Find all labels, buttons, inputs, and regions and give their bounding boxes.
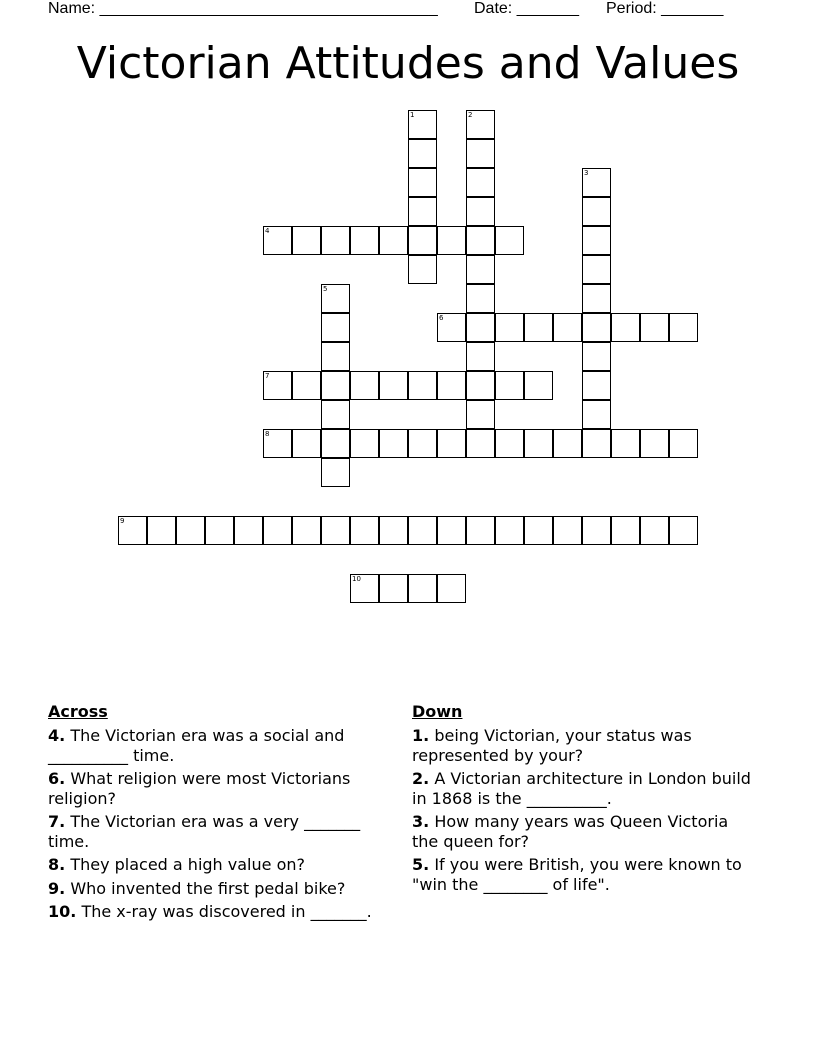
crossword-cell[interactable] (466, 226, 495, 255)
crossword-cell[interactable] (408, 110, 437, 139)
crossword-cell[interactable] (263, 226, 292, 255)
crossword-cell[interactable] (466, 429, 495, 458)
down-clues (412, 702, 757, 898)
crossword-cell[interactable] (524, 313, 553, 342)
crossword-cell[interactable] (466, 400, 495, 429)
crossword-cell[interactable] (321, 516, 350, 545)
crossword-cell[interactable] (466, 342, 495, 371)
crossword-cell[interactable] (524, 371, 553, 400)
crossword-cell[interactable] (466, 110, 495, 139)
crossword-cell[interactable] (350, 371, 379, 400)
across-heading: Across (48, 702, 108, 721)
crossword-cell[interactable] (582, 168, 611, 197)
crossword-cell[interactable] (321, 284, 350, 313)
crossword-cell[interactable] (495, 226, 524, 255)
crossword-cell[interactable] (263, 429, 292, 458)
crossword-cell[interactable] (205, 516, 234, 545)
clue-text: They placed a high value on? (70, 855, 305, 874)
crossword-cell[interactable] (437, 313, 466, 342)
crossword-cell[interactable] (553, 516, 582, 545)
clue-number-label: 9 (120, 517, 125, 525)
crossword-cell[interactable] (611, 313, 640, 342)
clue-number: 10. (48, 902, 77, 921)
crossword-cell[interactable] (466, 313, 495, 342)
crossword-cell[interactable] (437, 516, 466, 545)
crossword-cell[interactable] (263, 371, 292, 400)
crossword-cell[interactable] (379, 429, 408, 458)
crossword-cell[interactable] (379, 574, 408, 603)
across-clues (48, 702, 393, 926)
crossword-cell[interactable] (466, 371, 495, 400)
crossword-cell[interactable] (408, 255, 437, 284)
crossword-cell[interactable] (118, 516, 147, 545)
clue-number-label: 2 (468, 111, 473, 119)
clue-text: being Victorian, your status was represented by your? (412, 726, 692, 765)
clue-across-6 (48, 769, 393, 808)
period-field[interactable]: Period: _______ (606, 0, 724, 17)
crossword-cell[interactable] (466, 139, 495, 168)
crossword-cell[interactable] (611, 429, 640, 458)
crossword-cell[interactable] (437, 371, 466, 400)
clue-number: 2. (412, 769, 430, 788)
crossword-cell[interactable] (379, 371, 408, 400)
crossword-cell[interactable] (321, 458, 350, 487)
crossword-cell[interactable] (669, 429, 698, 458)
clue-down-5 (412, 855, 757, 894)
crossword-cell[interactable] (350, 429, 379, 458)
crossword-cell[interactable] (176, 516, 205, 545)
clue-number-label: 7 (265, 372, 270, 380)
crossword-cell[interactable] (437, 574, 466, 603)
crossword-cell[interactable] (408, 429, 437, 458)
clue-number: 8. (48, 855, 66, 874)
crossword-cell[interactable] (582, 516, 611, 545)
crossword-cell[interactable] (147, 516, 176, 545)
crossword-cell[interactable] (466, 284, 495, 313)
crossword-cell[interactable] (582, 429, 611, 458)
clue-number-label: 8 (265, 430, 270, 438)
crossword-cell[interactable] (582, 400, 611, 429)
clue-text: What religion were most Victorians religion? (48, 769, 351, 808)
clue-text: Who invented the first pedal bike? (70, 878, 346, 898)
page-title: Victorian Attitudes and Values (76, 38, 740, 89)
clue-down-3 (412, 812, 757, 851)
crossword-cell[interactable] (582, 197, 611, 226)
student-info-header (48, 0, 768, 20)
crossword-cell[interactable] (437, 429, 466, 458)
name-field[interactable]: Name: ______________________________________ (48, 0, 438, 17)
clue-number-label: 10 (352, 575, 361, 583)
crossword-cell[interactable] (611, 516, 640, 545)
clue-number: 9. (48, 878, 66, 898)
crossword-cell[interactable] (379, 516, 408, 545)
clue-number: 1. (412, 726, 430, 745)
crossword-cell[interactable] (408, 516, 437, 545)
clue-number: 5. (412, 855, 430, 874)
clue-number-label: 4 (265, 227, 270, 235)
clue-number-label: 6 (439, 314, 444, 322)
clue-text: If you were British, you were known to "win the ________ of life". (412, 855, 742, 894)
crossword-cell[interactable] (350, 574, 379, 603)
clue-across-8 (48, 855, 393, 875)
crossword-cell[interactable] (263, 516, 292, 545)
crossword-cell[interactable] (466, 516, 495, 545)
clue-text: The Victorian era was a social and __________ time. (48, 726, 345, 765)
clue-number: 4. (48, 726, 66, 745)
clue-down-2 (412, 769, 757, 808)
crossword-cell[interactable] (321, 371, 350, 400)
crossword-cell[interactable] (495, 429, 524, 458)
crossword-cell[interactable] (582, 313, 611, 342)
crossword-cell[interactable] (553, 313, 582, 342)
clue-across-4 (48, 726, 393, 765)
crossword-cell[interactable] (437, 226, 466, 255)
crossword-cell[interactable] (234, 516, 263, 545)
crossword-cell[interactable] (408, 197, 437, 226)
crossword-cell[interactable] (466, 197, 495, 226)
clue-number: 6. (48, 769, 66, 788)
clue-number-label: 5 (323, 285, 328, 293)
crossword-cell[interactable] (408, 371, 437, 400)
clue-text: A Victorian architecture in London build in 1868 is the __________. (412, 769, 751, 808)
clue-text: The x-ray was discovered in _______. (81, 902, 372, 921)
crossword-cell[interactable] (669, 313, 698, 342)
crossword-cell[interactable] (321, 400, 350, 429)
crossword-cell[interactable] (582, 284, 611, 313)
crossword-cell[interactable] (292, 516, 321, 545)
crossword-cell[interactable] (582, 255, 611, 284)
crossword-cell[interactable] (553, 429, 582, 458)
date-field[interactable]: Date: _______ (474, 0, 579, 17)
crossword-cell[interactable] (640, 429, 669, 458)
crossword-cell[interactable] (408, 139, 437, 168)
clue-down-1 (412, 726, 757, 765)
down-heading: Down (412, 702, 463, 721)
crossword-cell[interactable] (640, 516, 669, 545)
crossword-cell[interactable] (350, 226, 379, 255)
crossword-cell[interactable] (524, 516, 553, 545)
clue-text: The Victorian era was a very _______ time. (48, 812, 361, 851)
crossword-cell[interactable] (321, 342, 350, 371)
crossword-cell[interactable] (524, 429, 553, 458)
clue-text: How many years was Queen Victoria the queen for? (412, 812, 729, 851)
crossword-cell[interactable] (321, 429, 350, 458)
crossword-cell[interactable] (582, 226, 611, 255)
clue-across-7 (48, 812, 393, 851)
crossword-cell[interactable] (321, 313, 350, 342)
crossword-cell[interactable] (466, 255, 495, 284)
crossword-cell[interactable] (379, 226, 408, 255)
crossword-cell[interactable] (408, 226, 437, 255)
crossword-cell[interactable] (495, 516, 524, 545)
crossword-cell[interactable] (495, 313, 524, 342)
crossword-cell[interactable] (582, 342, 611, 371)
clue-number: 3. (412, 812, 430, 831)
crossword-cell[interactable] (466, 168, 495, 197)
clue-across-9 (48, 879, 393, 899)
crossword-cell[interactable] (495, 371, 524, 400)
crossword-cell[interactable] (408, 574, 437, 603)
crossword-cell[interactable] (292, 226, 321, 255)
crossword-cell[interactable] (640, 313, 669, 342)
crossword-cell[interactable] (582, 371, 611, 400)
crossword-cell[interactable] (292, 429, 321, 458)
crossword-cell[interactable] (321, 226, 350, 255)
crossword-cell[interactable] (292, 371, 321, 400)
crossword-cell[interactable] (408, 168, 437, 197)
clue-across-10 (48, 902, 393, 922)
clue-number-label: 3 (584, 169, 589, 177)
crossword-cell[interactable] (350, 516, 379, 545)
crossword-cell[interactable] (669, 516, 698, 545)
clue-number: 7. (48, 812, 66, 831)
clue-number-label: 1 (410, 111, 415, 119)
